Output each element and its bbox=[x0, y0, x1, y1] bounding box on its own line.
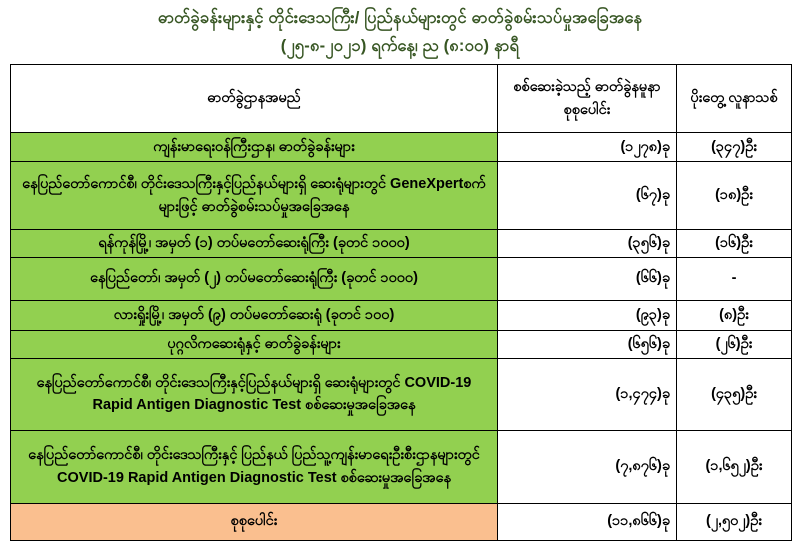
positives-cell: (၂၆)ဦး bbox=[677, 330, 792, 358]
total-label-cell: စုစုပေါင်း bbox=[11, 503, 498, 540]
table-row bbox=[11, 430, 792, 503]
table-row bbox=[11, 133, 792, 162]
table-row bbox=[11, 330, 792, 358]
samples-cell: (၇,၈၇၆)ခု bbox=[498, 430, 677, 503]
table-total-row bbox=[11, 503, 792, 540]
header-new-positives: ပိုးတွေ့ လူနာသစ် bbox=[677, 65, 792, 133]
table-row bbox=[11, 162, 792, 230]
samples-cell: (၁,၄၇၄)ခု bbox=[498, 358, 677, 430]
lab-name-cell: ပုဂ္ဂလိကဆေးရုံနှင့် ဓာတ်ခွဲခန်းများ bbox=[11, 330, 498, 358]
table-row bbox=[11, 358, 792, 430]
total-positives-cell: (၂,၅၀၂)ဦး bbox=[677, 503, 792, 540]
samples-cell: (၉၃)ခု bbox=[498, 300, 677, 330]
samples-cell: (၁၂၇၈)ခု bbox=[498, 133, 677, 162]
lab-name-cell: နေပြည်တော်ကောင်စီ၊ တိုင်းဒေသကြီးနှင့် ပြည်နယ် ပြည်သူ့ကျန်းမာရေးဦးစီးဌာနများတွင် COVID-19 Rapid Antigen Diagnostic Test စစ်ဆေးမှုအခြေအနေ bbox=[11, 430, 498, 503]
table-row bbox=[11, 257, 792, 300]
positives-cell: (၄၃၅)ဦး bbox=[677, 358, 792, 430]
samples-cell: (၃၅၆)ခု bbox=[498, 230, 677, 257]
lab-name-cell: ရန်ကုန်မြို့၊ အမှတ် (၁) တပ်မတော်ဆေးရုံကြီး (ခုတင် ၁၀၀၀) bbox=[11, 230, 498, 257]
lab-testing-table bbox=[10, 64, 792, 540]
header-lab-name: ဓာတ်ခွဲဌာနအမည် bbox=[11, 65, 498, 133]
report-title-line1: ဓာတ်ခွဲခန်းများနှင့် တိုင်းဒေသကြီး/ ပြည်နယ်များတွင် ဓာတ်ခွဲစမ်းသပ်မှုအခြေအနေ bbox=[157, 9, 643, 27]
samples-cell: (၆၅၆)ခု bbox=[498, 330, 677, 358]
lab-name-cell: နေပြည်တော်ကောင်စီ၊ တိုင်းဒေသကြီးနှင့်ပြည်နယ်များရှိ ဆေးရုံများတွင် COVID-19 Rapid Antigen Diagnostic Test စစ်ဆေးမှုအခြေအနေ bbox=[11, 358, 498, 430]
positives-cell: - bbox=[677, 257, 792, 300]
positives-cell: (၈)ဦး bbox=[677, 300, 792, 330]
lab-name-cell: နေပြည်တော်ကောင်စီ၊ တိုင်းဒေသကြီးနှင့်ပြည်နယ်များရှိ ဆေးရုံများတွင် GeneXpertစက်များဖြင့် ဓာတ်ခွဲစမ်းသပ်မှုအခြေအနေ bbox=[11, 162, 498, 230]
lab-name-cell: လားရှိုးမြို့၊ အမှတ် (၉) တပ်မတော်ဆေးရုံ (ခုတင် ၁၀၀) bbox=[11, 300, 498, 330]
positives-cell: (၁၈)ဦး bbox=[677, 162, 792, 230]
total-samples-cell: (၁၁,၈၆၆)ခု bbox=[498, 503, 677, 540]
header-samples-total: စစ်ဆေးခဲ့သည့် ဓာတ်ခွဲနမူနာ စုစုပေါင်း bbox=[498, 65, 677, 133]
table-row bbox=[11, 300, 792, 330]
report-title bbox=[0, 0, 800, 60]
positives-cell: (၁၆)ဦး bbox=[677, 230, 792, 257]
lab-name-cell: ကျန်းမာရေးဝန်ကြီးဌာန၊ ဓာတ်ခွဲခန်းများ bbox=[11, 133, 498, 162]
samples-cell: (၆၆)ခု bbox=[498, 257, 677, 300]
table-row bbox=[11, 230, 792, 257]
table-header-row bbox=[11, 65, 792, 133]
lab-name-cell: နေပြည်တော်၊ အမှတ် (၂) တပ်မတော်ဆေးရုံကြီး (ခုတင် ၁၀၀၀) bbox=[11, 257, 498, 300]
samples-cell: (၆၇)ခု bbox=[498, 162, 677, 230]
positives-cell: (၁,၆၅၂)ဦး bbox=[677, 430, 792, 503]
report-date-line: (၂၅-၈-၂၀၂၁) ရက်နေ့၊ ည (၈:၀၀) နာရီ bbox=[280, 37, 520, 56]
positives-cell: (၃၄၇)ဦး bbox=[677, 133, 792, 162]
